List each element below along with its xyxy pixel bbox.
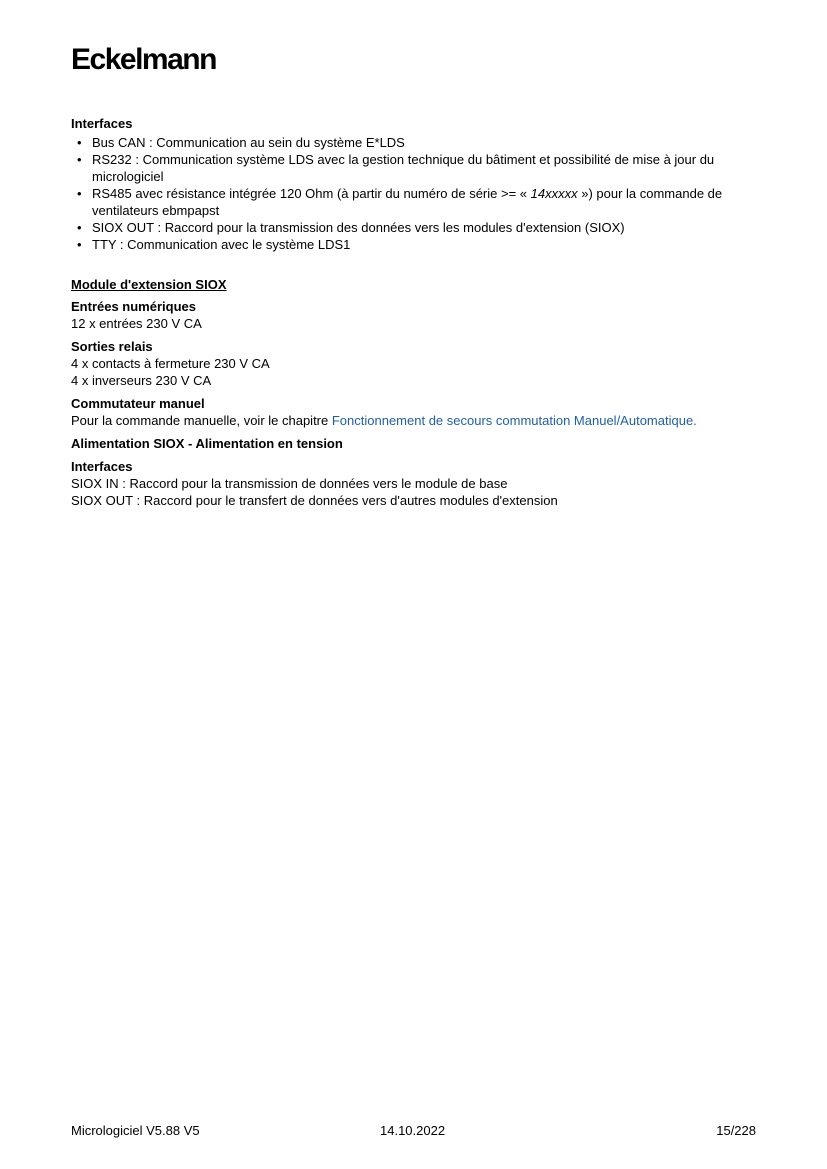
relay-outputs-value: 4 x contacts à fermeture 230 V CA: [71, 356, 270, 371]
list-item: • TTY : Communication avec le système LDS1: [71, 236, 761, 253]
siox-interfaces-heading: Interfaces: [71, 459, 133, 474]
footer-date: 14.10.2022: [380, 1123, 446, 1138]
interfaces-list: [71, 134, 761, 253]
manual-switch-text: [71, 412, 761, 429]
siox-module-title: Module d'extension SIOX: [71, 277, 227, 292]
list-item: [71, 185, 761, 219]
list-item-text: ») pour la commande de ventilateurs ebmpapst: [92, 186, 723, 218]
siox-in-line: SIOX IN : Raccord pour la transmission de données vers le module de base: [71, 476, 508, 491]
list-item: • RS232 : Communication système LDS avec la gestion technique du bâtiment et possibilité de mise à jour du micrologiciel: [71, 151, 761, 185]
manual-switch-heading: Commutateur manuel: [71, 396, 205, 411]
digital-inputs-value: 12 x entrées 230 V CA: [71, 316, 202, 331]
relay-outputs-value: 4 x inverseurs 230 V CA: [71, 373, 212, 388]
siox-power-heading: Alimentation SIOX - Alimentation en tension: [71, 436, 343, 451]
emergency-operation-link[interactable]: Fonctionnement de secours commutation Manuel/Automatique.: [331, 413, 697, 428]
relay-outputs-heading: Sorties relais: [71, 339, 153, 354]
footer-firmware-version: Micrologiciel V5.88 V5: [71, 1123, 200, 1138]
eckelmann-logo: Eckelmann: [71, 43, 216, 76]
footer-page-number: 15/228: [716, 1123, 756, 1138]
page-content: [71, 115, 761, 509]
manual-switch-description: Pour la commande manuelle, voir le chapitre: [71, 413, 332, 428]
siox-out-line: SIOX OUT : Raccord pour le transfert de données vers d'autres modules d'extension: [71, 493, 558, 508]
page-footer: [71, 1122, 756, 1139]
list-item: • Bus CAN : Communication au sein du système E*LDS: [71, 134, 761, 151]
list-item: • SIOX OUT : Raccord pour la transmission des données vers les modules d'extension (SIOX): [71, 219, 761, 236]
list-item-text: RS485 avec résistance intégrée 120 Ohm (à partir du numéro de série >= «: [92, 186, 531, 201]
digital-inputs-heading: Entrées numériques: [71, 299, 196, 314]
interfaces-heading: Interfaces: [71, 116, 133, 131]
serial-number-pattern: 14xxxxx: [530, 186, 578, 201]
